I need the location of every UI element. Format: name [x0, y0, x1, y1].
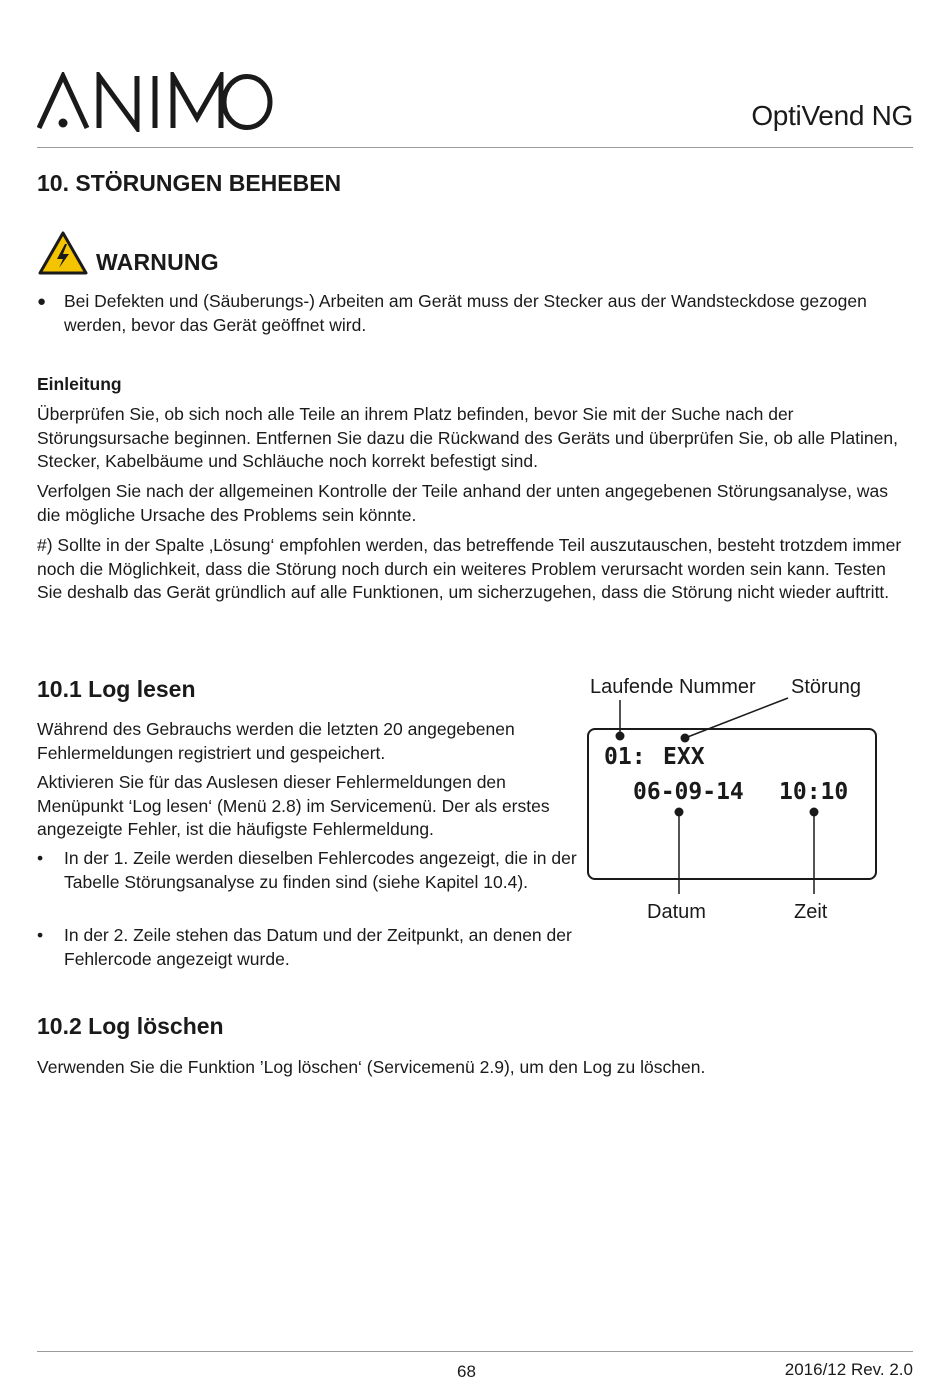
label-error: Störung [791, 676, 862, 698]
label-running-number: Laufende Nummer [590, 676, 756, 698]
header-divider [37, 147, 913, 148]
intro-paragraph-2: Verfolgen Sie nach der allgemeinen Kontrolle der Teile anhand der unten angegebenen Störungsanalyse, was die mögliche Ursache des Problems sein könnte. [37, 481, 888, 525]
warning-bullet-text: Bei Defekten und (Säuberungs-) Arbeiten am Gerät muss der Stecker aus der Wandsteckdose gezogen werden, bevor das Gerät geöffnet wird. [64, 291, 867, 335]
footer-divider [37, 1351, 913, 1352]
display-diagram [585, 672, 885, 937]
log-read-paragraph-2: Aktivieren Sie für das Auslesen dieser Fehlermeldungen den Menüpunkt ‘Log lesen‘ (Menü 2.8) im Servicemenü. Der als erstes angezeigte Fehler, ist die häufigste Fehlermeldung. [37, 772, 550, 839]
revision-label: 2016/12 Rev. 2.0 [784, 1360, 913, 1379]
list-item [37, 847, 582, 894]
list-item-text: In der 2. Zeile stehen das Datum und der Zeitpunkt, an denen der Fehlercode angezeigt wurde. [64, 925, 572, 969]
label-date: Datum [647, 901, 706, 923]
bullet-marker: • [37, 925, 44, 945]
list-item-text: In der 1. Zeile werden dieselben Fehlercodes angezeigt, die in der Tabelle Störungsanalyse zu finden sind (siehe Kapitel 10.4). [64, 848, 577, 892]
label-time: Zeit [794, 901, 828, 923]
list-item [37, 924, 582, 971]
warning-bullet [37, 290, 913, 337]
intro-paragraph-3: #) Sollte in der Spalte ‚Lösung‘ empfohlen werden, das betreffende Teil auszutauschen, besteht trotzdem immer noch die Möglichkeit, dass die Störung noch durch ein weiteres Problem verursacht worden sein kann. Testen Sie deshalb das Gerät gründlich auf alle Funktionen, um sicherzugehen, dass die Störung nicht wieder auftritt. [37, 535, 902, 602]
brand-logo [37, 72, 277, 137]
warning-triangle-icon [38, 231, 88, 280]
lcd-date: 06-09-14 [633, 779, 744, 805]
section-title: 10. STÖRUNGEN BEHEBEN [37, 170, 342, 196]
intro-paragraph-1: Überprüfen Sie, ob sich noch alle Teile an ihrem Platz befinden, bevor Sie mit der Suche nach der Störungsursache beginnen. Entfernen Sie dazu die Rückwand des Geräts und überprüfen Sie, ob alle Platinen, Stecker, Kabelbäume und Schläuche noch korrekt befestigt sind. [37, 404, 898, 471]
lcd-running-number: 01: [604, 744, 646, 770]
product-name: OptiVend NG [751, 100, 913, 131]
log-clear-paragraph: Verwenden Sie die Funktion ’Log löschen‘ (Servicemenü 2.9), um den Log zu löschen. [37, 1057, 706, 1077]
page-number: 68 [457, 1362, 476, 1381]
subsection-title-log-clear: 10.2 Log löschen [37, 1013, 224, 1039]
lcd-error-code: EXX [663, 744, 705, 770]
bullet-dot-icon: ● [37, 293, 47, 310]
lcd-time: 10:10 [779, 779, 849, 805]
log-read-paragraph-1: Während des Gebrauchs werden die letzten 20 angegebenen Fehlermeldungen registriert und gespeichert. [37, 719, 515, 763]
intro-heading: Einleitung [37, 374, 122, 394]
bullet-marker: • [37, 848, 44, 868]
warning-title: WARNUNG [96, 249, 219, 275]
animo-logo-mark [37, 72, 277, 132]
subsection-title-log-read: 10.1 Log lesen [37, 676, 196, 702]
